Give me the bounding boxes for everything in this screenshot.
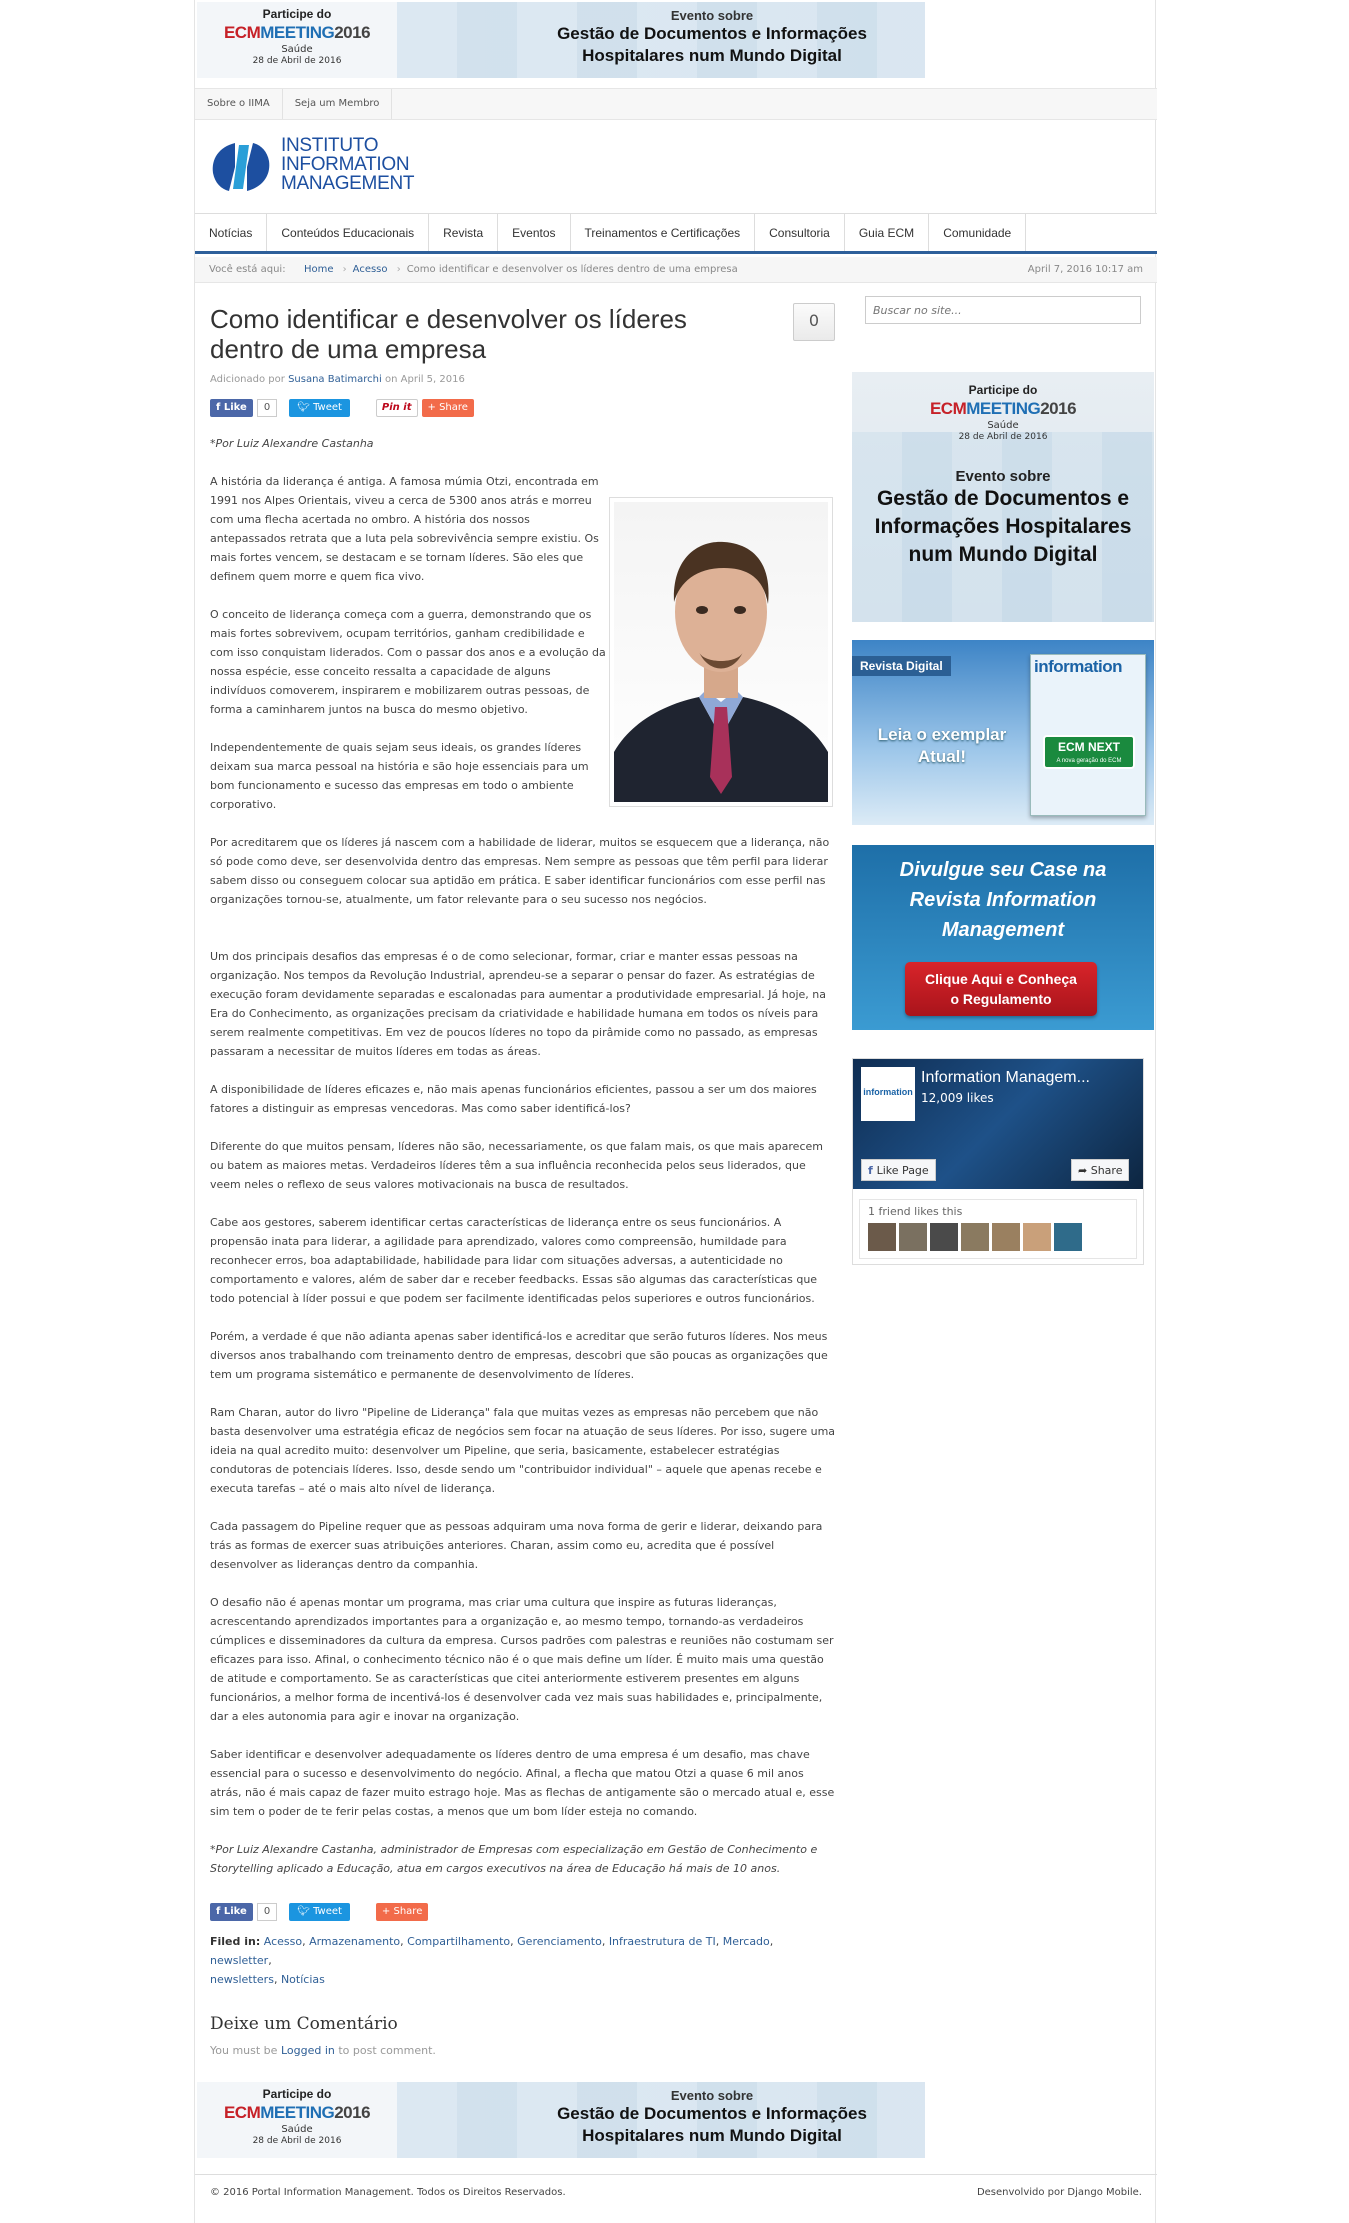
logo-year: 2016 — [334, 23, 371, 42]
paragraph: O desafio não é apenas montar um programa, mas criar uma cultura que inspire as futuras lideranças, acrescentando aprendizados importantes para a organização e, ao mesmo tempo, tornando-as verdadeiros cúmplices e disseminadores da cultura da empresa. Cursos padrões com palestras e reuniões não costumam ser eficazes para isso. Afinal, o conhecimento técnico não é o que mais define um líder. É muito mais uma questão de atitude e comportamento. Se as características que citei anteriormente estiverem presentes em alguns funcionários, a melhor forma de incentivá-los é desenvolver cada vez mais suas habilidades e, principalmente, dar a eles autonomia para agir e inovar na organização. — [210, 1596, 834, 1723]
author-link[interactable]: Susana Batimarchi — [288, 374, 382, 385]
plus-icon: + — [381, 1906, 394, 1917]
banner-event-title-2: Hospitalares num Mundo Digital — [582, 46, 842, 65]
tag-link[interactable]: Compartilhamento — [407, 1935, 511, 1948]
comment-count-badge[interactable]: 0 — [793, 303, 835, 341]
logo-line-2: INFORMATION — [281, 154, 410, 175]
nav-revista[interactable]: Revista — [429, 214, 498, 251]
topnav-about[interactable]: Sobre o IIMA — [195, 89, 283, 119]
paragraph: Cabe aos gestores, saberem identificar certas características de liderança entre os seus funcionários. A propensão inata para liderar, a agilidade para aprendizado, valores como compreensão, humildade para reconhecer erros, boa adaptabilidade, habilidade para lidar com situações adversas, a autenticidade no comportamento e valores, além de saber dar e receber feedbacks. Essas são algumas das características que todo potencial à líder possui e que podem ser facilmente identificadas pelos superiores e outros funcionários. — [210, 1216, 818, 1305]
paragraph: Independentemente de quais sejam seus ideais, os grandes líderes deixam sua marca pessoal na história e são hoje essenciais para um bom funcionamento e sucesso das empresas em todo o ambiente corporativo. — [210, 741, 589, 811]
article-date: April 5, 2016 — [400, 374, 465, 385]
breadcrumb-separator-icon: › — [342, 264, 347, 275]
tag-link[interactable]: Armazenamento — [309, 1935, 401, 1948]
author-note: *Por Luiz Alexandre Castanha — [210, 437, 374, 450]
byline: Adicionado por Susana Batimarchi on April 5, 2016 — [210, 374, 465, 385]
case-regulation-button[interactable]: Clique Aqui e Conheça o Regulamento — [905, 962, 1097, 1016]
friends-box — [859, 1199, 1137, 1259]
facebook-like-button[interactable]: f Like — [210, 1903, 253, 1921]
friends-count: 1 friend likes this — [868, 1205, 963, 1218]
paragraph: O conceito de liderança começa com a guerra, demonstrando que os mais fortes sobrevivem, ocupam territórios, ganham credibilidade e com isso conquistam liderados. Com o passar dos anos e a evolução da nossa espécie, esse conceito ressalta a capacidade de alguns indivíduos comoverem, inspirarem e mobilizarem outras pessoas, de forma a caminharem juntos na busca do mesmo objetivo. — [210, 608, 606, 716]
tag-link[interactable]: Notícias — [280, 1973, 325, 1986]
banner-join-label: Participe do — [262, 7, 332, 21]
breadcrumb-current: Como identificar e desenvolver os líderes dentro de uma empresa — [406, 264, 738, 275]
paragraph: Saber identificar e desenvolver adequadamente os líderes dentro de uma empresa é um desafio, mas chave essencial para o sucesso e desenvolvimento do negócio. Afinal, a flecha que matou Otzi a quase 6 mil anos atrás, não é mais capaz de fazer muito estrago hoje. Mas as flechas de antigamente são o mercado atual e, esse sim tem o poder de te ferir pelas costas, a menos que um bom líder esteja no comando. — [210, 1748, 835, 1818]
banner-event-title-1: Gestão de Documentos e Informações — [557, 24, 867, 43]
logo-ecm: ECM — [223, 23, 261, 42]
banner-event-label: Evento sobre — [670, 8, 754, 23]
friend-avatar[interactable] — [961, 1223, 989, 1251]
search-input[interactable] — [865, 296, 1141, 324]
login-prompt: You must be Logged in to post comment. — [210, 2044, 436, 2057]
facebook-icon: f — [868, 1164, 877, 1177]
sidebar-case-ad[interactable]: Divulgue seu Case na Revista Information Management Clique Aqui e Conheça o Regulamento — [852, 845, 1154, 1030]
friend-avatar[interactable] — [868, 1223, 896, 1251]
like-count: 0 — [257, 399, 277, 417]
paragraph: Um dos principais desafios das empresas é o de como selecionar, formar, criar e manter essas pessoas na organização. Nos tempos da Revolução Industrial, aprendeu-se a separar o pensar do fazer. As estratégias de execução foram devidamente separadas e escalonadas para aumentar a produtividade empresarial. Já hoje, na Era do Conhecimento, as organizações precisam da criatividade e habilidade humana em todos os níveis para serem realmente competitivas. Em vez de poucos líderes no topo da pirâmide como no passado, as empresas passaram a necessitar de muitos líderes em todas as áreas. — [210, 950, 827, 1058]
magazine-label: Revista Digital — [852, 656, 951, 676]
ecm-next-badge: ECM NEXT A nova geração do ECM — [1043, 735, 1135, 769]
like-count: 0 — [257, 1903, 277, 1921]
logo-line-3: MANAGEMENT — [281, 173, 415, 194]
share-bar-bottom — [210, 1902, 428, 1922]
tag-link[interactable]: Gerenciamento — [517, 1935, 602, 1948]
breadcrumb-prefix: Você está aqui: — [209, 264, 286, 275]
nav-eventos[interactable]: Eventos — [498, 214, 570, 251]
logo-date: 28 de Abril de 2016 — [252, 56, 342, 66]
tag-link[interactable]: newsletter — [210, 1954, 269, 1967]
logo-meeting: MEETING — [260, 23, 335, 42]
filed-in-tags: Filed in: Acesso, Armazenamento, Compartilhamento, Gerenciamento, Infraestrutura de TI, Mercado, newsletter, newsletters, Notícias — [210, 1935, 774, 1986]
ecm-meeting-logo — [197, 2, 397, 78]
breadcrumb-section[interactable]: Acesso — [352, 264, 388, 275]
paragraph: Porém, a verdade é que não adianta apenas saber identificá-los e acreditar que serão futuros líderes. Nos meus diversos anos trabalhando com treinamento dentro de empresas, descobri que são poucas as organizações que tem um programa sistemático e permanente de desenvolvimento de líderes. — [210, 1330, 828, 1381]
current-date: April 7, 2016 10:17 am — [1027, 264, 1143, 275]
breadcrumb-home[interactable]: Home — [303, 264, 334, 275]
facebook-page-name[interactable]: Information Managem... — [921, 1069, 1090, 1086]
filed-label: Filed in: — [210, 1935, 261, 1948]
facebook-page-widget — [852, 1058, 1144, 1265]
footer — [195, 2174, 1157, 2210]
ecm-meeting-logo: Participe do ECMMEETING2016 Saúde 28 de Abril de 2016 — [929, 383, 1077, 442]
site-logo[interactable] — [209, 135, 439, 199]
nav-noticias[interactable]: Notícias — [195, 214, 267, 251]
breadcrumb-separator-icon: › — [396, 264, 401, 275]
iima-logo-icon — [209, 139, 273, 195]
bottom-banner-ad[interactable]: Participe do ECMMEETING2016 Saúde 28 de Abril de 2016 Evento sobre Gestão de Documentos e Informações Hospitalares num Mundo Digital — [197, 2082, 925, 2158]
ad-event-label: Evento sobre — [955, 468, 1051, 485]
tag-link[interactable]: Acesso — [263, 1935, 303, 1948]
topnav-member[interactable]: Seja um Membro — [283, 89, 393, 119]
nav-treinamentos[interactable]: Treinamentos e Certificações — [571, 214, 756, 251]
share-arrow-icon: ➦ — [1078, 1164, 1091, 1177]
sidebar-event-ad[interactable]: Participe do ECMMEETING2016 Saúde 28 de Abril de 2016 Evento sobre Gestão de Documentos e Informações Hospitalares num Mundo Digital — [852, 372, 1154, 622]
author-photo — [609, 497, 833, 807]
pinterest-button[interactable]: Pin it — [376, 399, 418, 417]
friend-avatar[interactable] — [992, 1223, 1020, 1251]
tweet-button[interactable]: 🐦︎ Tweet — [289, 399, 350, 417]
share-button[interactable]: + Share — [376, 1903, 428, 1921]
top-nav — [195, 88, 1157, 120]
friend-avatar[interactable] — [1054, 1223, 1082, 1251]
facebook-like-button[interactable]: f Like — [210, 399, 253, 417]
comments-heading: Deixe um Comentário — [210, 2014, 398, 2034]
top-banner-ad[interactable] — [197, 2, 925, 78]
tweet-button[interactable]: 🐦︎ Tweet — [289, 1903, 350, 1921]
magazine-cover: information ECM NEXT A nova geração do ECM — [1030, 654, 1146, 816]
paragraph: Por acreditarem que os líderes já nascem com a habilidade de liderar, muitos se esquecem que a liderança, não só pode como deve, ser desenvolvida dentro das empresas. Nem sempre as pessoas que têm perfil para liderar sabem disso ou conseguem colocar sua aptidão em prática. E saber identificar funcionários com esse perfil nas organizações tornou-se, atualmente, um fator relevante para o seu sucesso nos negócios. — [210, 836, 830, 906]
article-title: Como identificar e desenvolver os líderes dentro de uma empresa — [210, 304, 687, 364]
tag-link[interactable]: Mercado — [722, 1935, 770, 1948]
page — [194, 0, 1156, 2223]
breadcrumb — [195, 257, 1157, 283]
facebook-page-avatar[interactable]: information — [861, 1067, 915, 1121]
footer-credit[interactable]: Desenvolvido por Django Mobile. — [976, 2187, 1142, 2198]
logo-sub: Saúde — [281, 44, 313, 55]
share-bar-top — [210, 398, 474, 418]
sidebar-magazine-ad[interactable]: Revista Digital Leia o exemplar Atual! information ECM NEXT A nova geração do ECM — [852, 640, 1154, 825]
friend-avatar[interactable] — [930, 1223, 958, 1251]
ecm-meeting-logo: Participe do ECMMEETING2016 Saúde 28 de Abril de 2016 — [197, 2082, 397, 2158]
friend-avatar[interactable] — [1023, 1223, 1051, 1251]
paragraph: Cada passagem do Pipeline requer que as pessoas adquiram uma nova forma de gerir e liderar, deixando para trás as formas de exercer suas atribuições anteriores. Charan, assim como eu, acredita que é possível desenvolver as lideranças dentro da companhia. — [210, 1520, 823, 1571]
facebook-like-page-button[interactable]: f Like Page — [861, 1159, 936, 1181]
footer-copyright: © 2016 Portal Information Management. Todos os Direitos Reservados. — [210, 2187, 566, 2198]
share-button[interactable]: + Share — [422, 399, 474, 417]
logo-line-1: INSTITUTO — [281, 135, 379, 156]
paragraph: Ram Charan, autor do livro "Pipeline de Liderança" fala que muitas vezes as empresas não percebem que não basta desenvolver uma estratégia eficaz de negócios sem focar na atuação de seus líderes. Por isso, sugere uma ideia na qual acredito muito: desenvolver um Pipeline, que seria, basicamente, estabelecer estratégias condutoras de potenciais líderes. Isso, desde sendo um "contribuidor individual" – aquele que apenas recebe e executa tarefas – até o mais alto nível de liderança. — [210, 1406, 836, 1495]
paragraph: Diferente do que muitos pensam, líderes não são, necessariamente, os que falam mais, os que mais aparecem ou batem as maiores metas. Verdadeiros líderes têm a sua influência reconhecida pelos seus liderados, que veem neles o reflexo de seus valores motivacionais na busca de resultados. — [210, 1140, 823, 1191]
twitter-icon: 🐦︎ — [297, 402, 314, 413]
friend-avatar[interactable] — [899, 1223, 927, 1251]
nav-consultoria[interactable]: Consultoria — [755, 214, 845, 251]
main-nav — [195, 213, 1157, 254]
twitter-icon: 🐦︎ — [297, 1906, 314, 1917]
nav-comunidade[interactable]: Comunidade — [929, 214, 1026, 251]
author-portrait-icon — [614, 502, 828, 802]
tag-link[interactable]: Infraestrutura de TI — [608, 1935, 716, 1948]
facebook-icon: f — [216, 402, 224, 413]
plus-icon: + — [427, 402, 440, 413]
login-link[interactable]: Logged in — [280, 2044, 335, 2057]
nav-guia-ecm[interactable]: Guia ECM — [845, 214, 929, 251]
nav-conteudos[interactable]: Conteúdos Educacionais — [267, 214, 429, 251]
tag-link[interactable]: newsletters — [210, 1973, 274, 1986]
facebook-like-count: 12,009 likes — [921, 1091, 994, 1105]
paragraph: A disponibilidade de líderes eficazes e, não mais apenas funcionários eficientes, passou a ser um dos maiores fatores a distinguir as empresas vencedoras. Mas como saber identificá-los? — [210, 1083, 817, 1115]
paragraph: A história da liderança é antiga. A famosa múmia Otzi, encontrada em 1991 nos Alpes Orientais, viveu a cerca de 5300 anos atrás e morreu com uma flecha acertada no ombro. A história dos nossos antepassados retrata que a luta pela sobrevivência sempre existiu. Os mais fortes vencem, se destacam e se tornam líderes. São eles que definem quem morre e quem fica vivo. — [210, 475, 599, 583]
author-bio: *Por Luiz Alexandre Castanha, administrador de Empresas com especialização em Gestão de Conhecimento e Storytelling aplicado a Educação, atua em cargos executivos na área de Educação há mais de 10 anos. — [210, 1843, 818, 1875]
facebook-icon: f — [216, 1906, 224, 1917]
facebook-share-button[interactable]: ➦ Share — [1071, 1159, 1129, 1181]
